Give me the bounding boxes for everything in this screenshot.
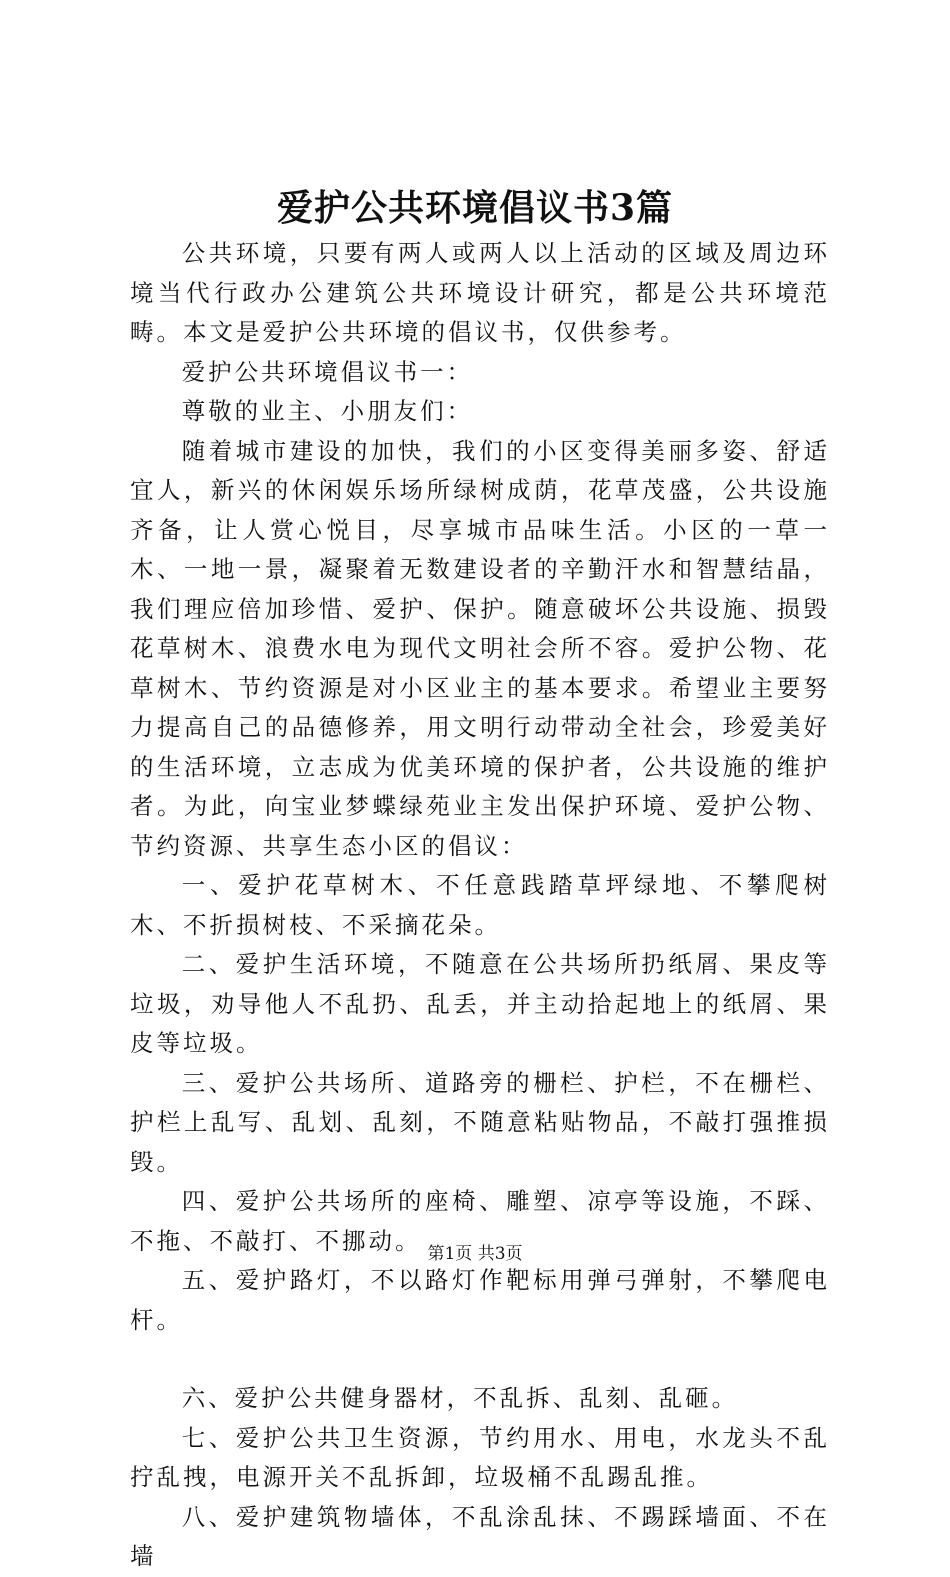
body-paragraph: 随着城市建设的加快，我们的小区变得美丽多姿、舒适宜人，新兴的休闲娱乐场所绿树成荫，花草茂盛，公共设施齐备，让人赏心悦目，尽享城市品味生活。小区的一草一木、一地一景，凝聚着无数建设者的辛勤汗水和智慧结晶，我们理应倍加珍惜、爱护、保护。随意破坏公共设施、损毁花草树木、浪费水电为现代文明社会所不容。爱护公物、花草树木、节约资源是对小区业主的基本要求。希望业主要努力提高自己的品德修养，用文明行动带动全社会，珍爱美好的生活环境，立志成为优美环境的保护者，公共设施的维护者。为此，向宝业梦蝶绿苑业主发出保护环境、爱护公物、节约资源、共享生态小区的倡议：	[130, 436, 830, 860]
proposal-item-2: 二、爱护生活环境，不随意在公共场所扔纸屑、果皮等垃圾，劝导他人不乱扔、乱丢，并主动拾起地上的纸屑、果皮等垃圾。	[130, 950, 830, 1057]
proposal-item-3: 三、爱护公共场所、道路旁的栅栏、护栏，不在栅栏、护栏上乱写、乱划、乱刻，不随意粘贴物品，不敲打强推损毁。	[130, 1068, 830, 1176]
document-title: 爱护公共环境倡议书3篇	[276, 187, 674, 229]
proposal-item-5: 五、爱护路灯，不以路灯作靶标用弹弓弹射，不攀爬电杆。	[130, 1266, 830, 1334]
page-footer: 第1页 共3页	[427, 1244, 523, 1264]
proposal-item-6: 六、爱护公共健身器材，不乱拆、乱刻、乱砸。	[181, 1384, 739, 1412]
intro-paragraph: 公共环境，只要有两人或两人以上活动的区域及周边环境当代行政办公建筑公共环境设计研究，都是公共环境范畴。本文是爱护公共环境的倡议书，仅供参考。	[130, 239, 830, 346]
proposal-item-4: 四、爱护公共场所的座椅、雕塑、凉亭等设施，不踩、不拖、不敲打、不挪动。	[130, 1187, 830, 1255]
proposal-item-7: 七、爱护公共卫生资源，节约用水、用电，水龙头不乱拧乱拽，电源开关不乱拆卸，垃圾桶不乱踢乱推。	[130, 1423, 830, 1491]
salutation: 尊敬的业主、小朋友们：	[181, 397, 474, 425]
document-body	[130, 234, 830, 1577]
proposal-item-1: 一、爱护花草树木、不任意践踏草坪绿地、不攀爬树木、不折损树枝、不采摘花朵。	[130, 871, 830, 939]
proposal-item-8: 八、爱护建筑物墙体，不乱涂乱抹、不踢踩墙面、不在墙	[130, 1502, 830, 1570]
section-heading: 爱护公共环境倡议书一：	[181, 357, 474, 386]
